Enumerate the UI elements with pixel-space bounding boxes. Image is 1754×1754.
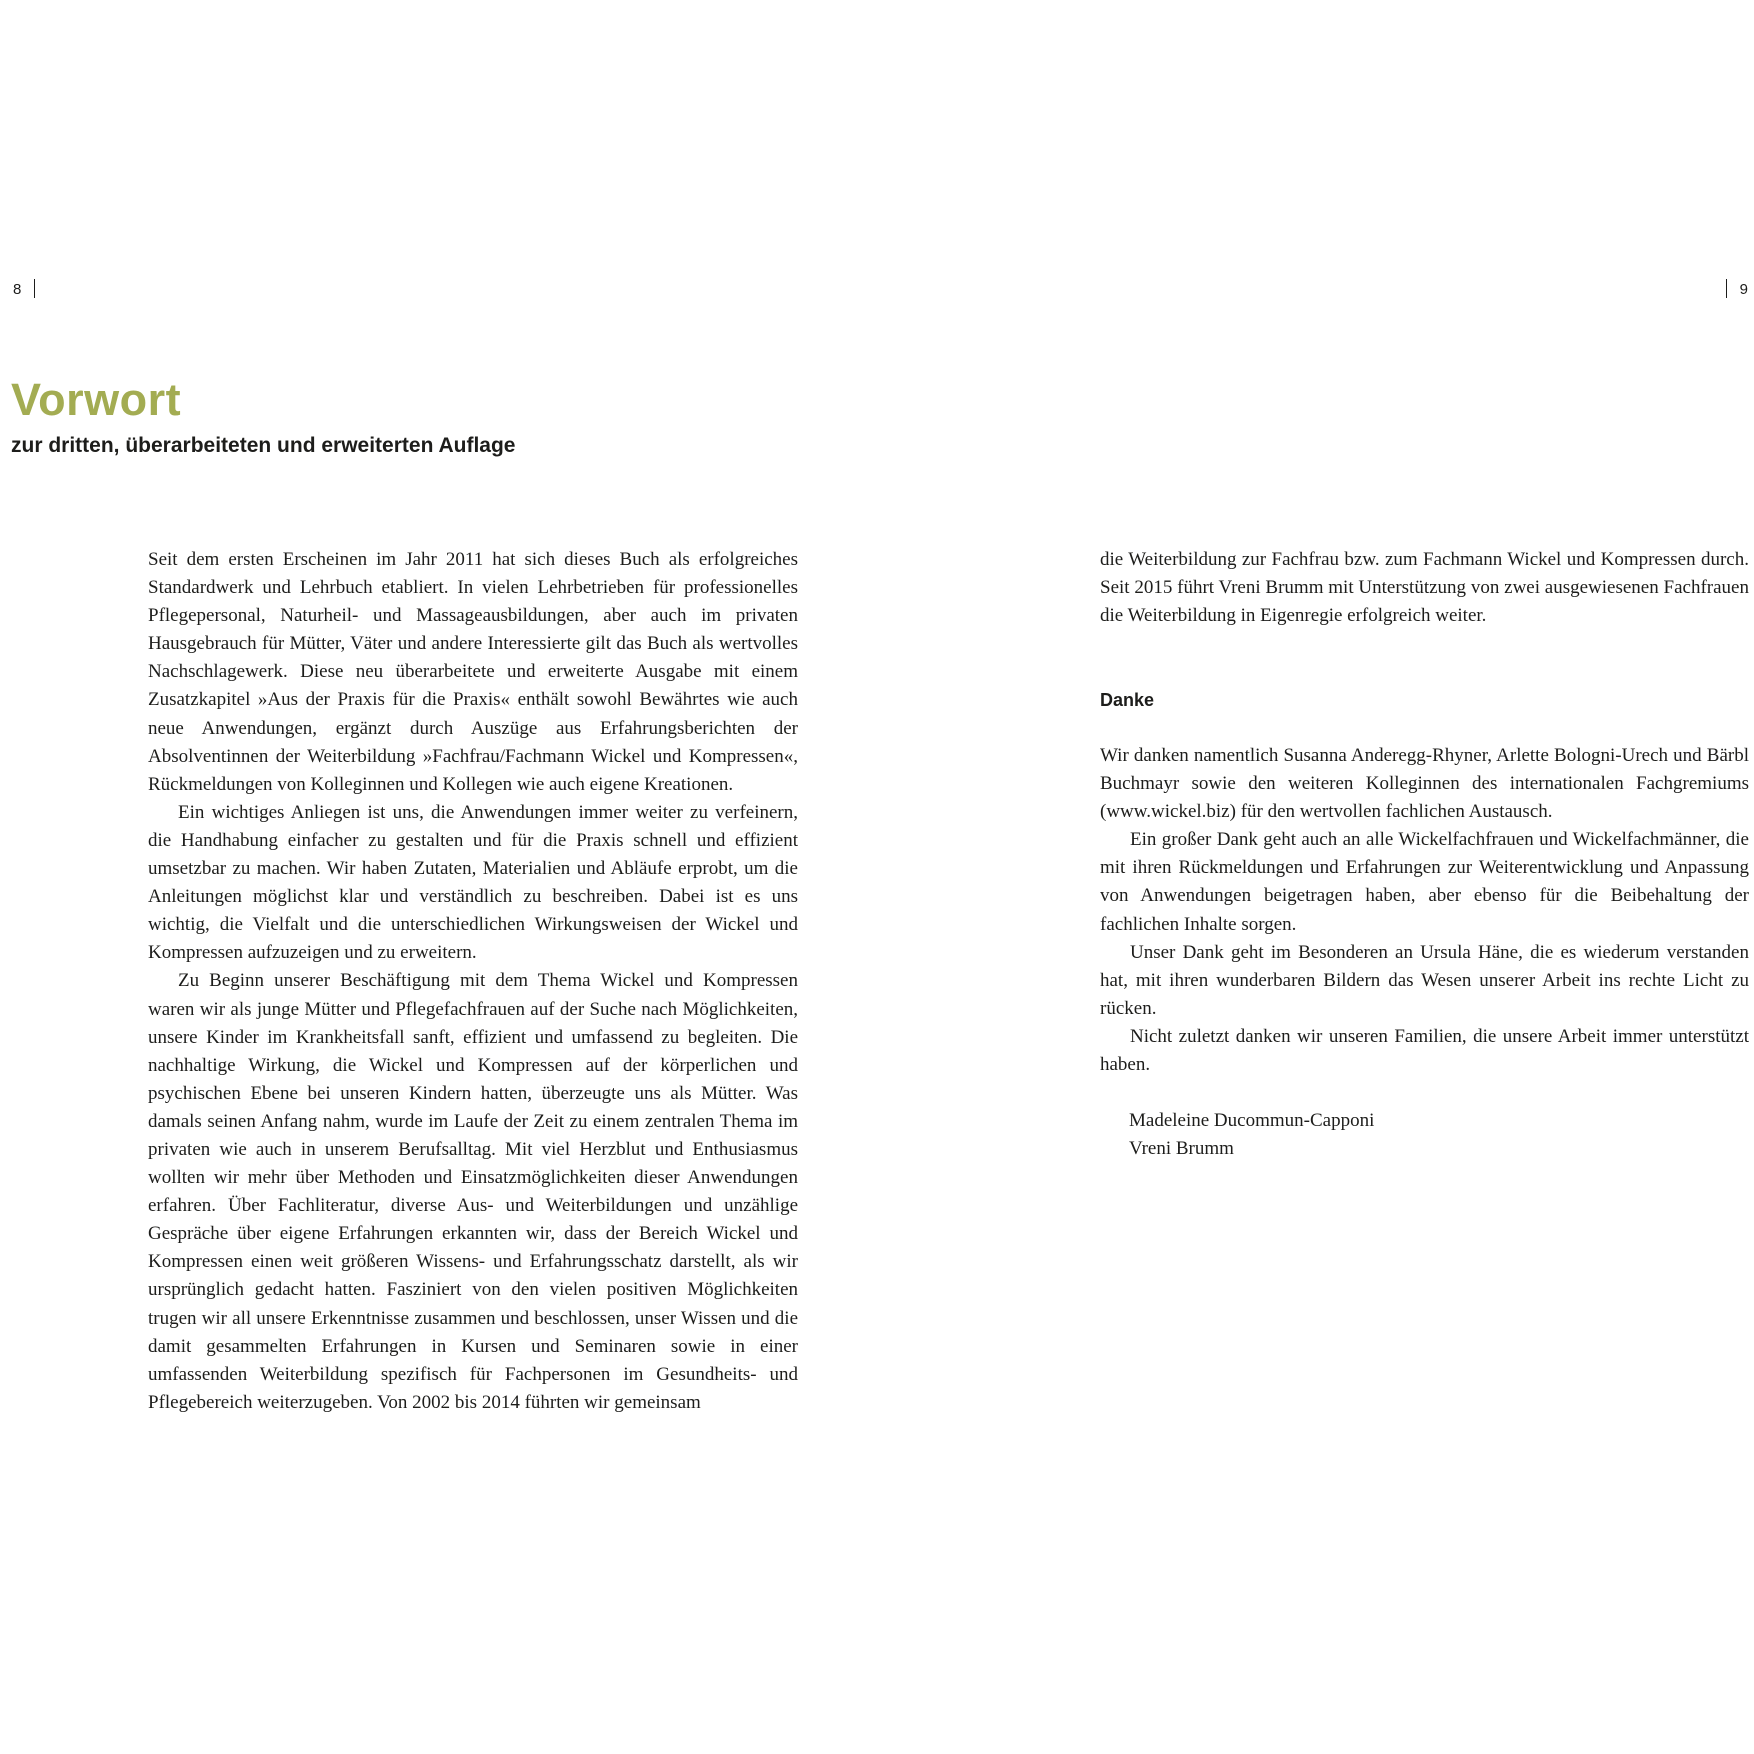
danke-section — [1100, 742, 1749, 1079]
page-subtitle: zur dritten, überarbeiteten und erweiterten Auflage — [11, 434, 516, 457]
right-column-continuation — [1100, 546, 1749, 630]
page-number-left — [13, 279, 35, 300]
paragraph-continuation: die Weiterbildung zur Fachfrau bzw. zum Fachmann Wickel und Kompressen durch. Seit 2015 führt Vreni Brumm mit Unterstützung von zwei ausgewiesenen Fachfrauen die Weiterbildung in Eigenregie erfolgreich weiter. — [1100, 549, 1749, 627]
paragraph-1: Seit dem ersten Erscheinen im Jahr 2011 hat sich dieses Buch als erfolgreiches Standardwerk und Lehrbuch etabliert. In vielen Lehrbetrieben für professionelles Pflegepersonal, Naturheil- und Massageausbildungen, aber auch im privaten Hausgebrauch für Mütter, Väter und andere Interessierte gilt das Buch als wertvolles Nachschlagewerk. Diese neu überarbeitete und erweiterte Ausgabe mit einem Zusatzkapitel »Aus der Praxis für die Praxis« enthält sowohl Bewährtes wie auch neue Anwendungen, ergänzt durch Auszüge aus Erfahrungsberichten der Absolventinnen der Weiterbildung »Fachfrau/Fachmann Wickel und Kompressen«, Rückmeldungen von Kolleginnen und Kollegen wie auch eigene Kreationen. — [148, 549, 798, 795]
page-title: Vorwort — [11, 374, 182, 425]
signature-block — [1129, 1107, 1374, 1163]
danke-paragraph-1: Wir danken namentlich Susanna Anderegg-Rhyner, Arlette Bologni-Urech und Bärbl Buchmayr sowie den weiteren Kolleginnen des internationalen Fachgremiums (www.wickel.biz) für den wertvollen fachlichen Austausch. — [1100, 745, 1749, 823]
page-number-right — [1726, 279, 1748, 300]
paragraph-2: Ein wichtiges Anliegen ist uns, die Anwendungen immer weiter zu verfeinern, die Handhabung einfacher zu gestalten und für die Praxis schnell und effizient umsetzbar zu machen. Wir haben Zutaten, Materialien und Abläufe erprobt, um die Anleitungen möglichst klar und verständlich zu beschreiben. Dabei ist es uns wichtig, die Vielfalt und die unterschiedlichen Wirkungsweisen der Wickel und Kompressen aufzuzeigen und zu erweitern. — [148, 801, 798, 964]
danke-paragraph-2: Ein großer Dank geht auch an alle Wickelfachfrauen und Wickelfachmänner, die mit ihren Rückmeldungen und Erfahrungen zur Weiterentwicklung und Anpassung von Anwendungen beigetragen haben, aber ebenso für die Beibehaltung der fachlichen Inhalte sorgen. — [1100, 829, 1749, 935]
signature-name-1: Madeleine Ducommun-Capponi — [1129, 1110, 1375, 1131]
danke-paragraph-4: Nicht zuletzt danken wir unseren Familien, die unsere Arbeit immer unterstützt haben. — [1100, 1025, 1749, 1076]
paragraph-3: Zu Beginn unserer Beschäftigung mit dem Thema Wickel und Kompressen waren wir als junge Mütter und Pflegefachfrauen auf der Suche nach Möglichkeiten, unsere Kinder im Krankheitsfall sanft, effizient und umfassend zu begleiten. Die nachhaltige Wirkung, die Wickel und Kompressen auf der körperlichen und psychischen Ebene bei unseren Kindern hatten, überzeugte uns als Mütter. Was damals seinen Anfang nahm, wurde im Laufe der Zeit zu einem zentralen Thema im privaten wie auch in unserem Berufsalltag. Mit viel Herzblut und Enthusiasmus wollten wir mehr über Methoden und Einsatzmöglichkeiten dieser Anwendungen erfahren. Über Fachliteratur, diverse Aus- und Weiterbildungen und unzählige Gespräche über eigene Erfahrungen erkannten wir, dass der Bereich Wickel und Kompressen einen weit größeren Wissens- und Erfahrungsschatz darstellt, als wir ursprünglich gedacht hatten. Fasziniert von den vielen positiven Möglichkeiten trugen wir all unsere Erkenntnisse zusammen und beschlossen, unser Wissen und die damit gesammelten Erfahrungen in Kursen und Seminaren sowie in einer umfassenden Weiterbildung spezifisch für Fachpersonen im Gesundheits- und Pflegebereich weiterzugeben. Von 2002 bis 2014 führten wir gemeinsam — [148, 970, 798, 1413]
page-number-right-text: 9 — [1739, 281, 1748, 298]
page-number-left-text: 8 — [13, 281, 22, 298]
signature-name-2: Vreni Brumm — [1129, 1138, 1234, 1160]
danke-paragraph-3: Unser Dank geht im Besonderen an Ursula Häne, die es wiederum verstanden hat, mit ihren wunderbaren Bildern das Wesen unserer Arbeit ins rechte Licht zu rücken. — [1100, 941, 1749, 1019]
folio-divider-right — [1726, 279, 1727, 298]
danke-heading: Danke — [1100, 690, 1155, 710]
folio-divider-left — [34, 279, 35, 298]
left-column — [148, 546, 798, 1417]
